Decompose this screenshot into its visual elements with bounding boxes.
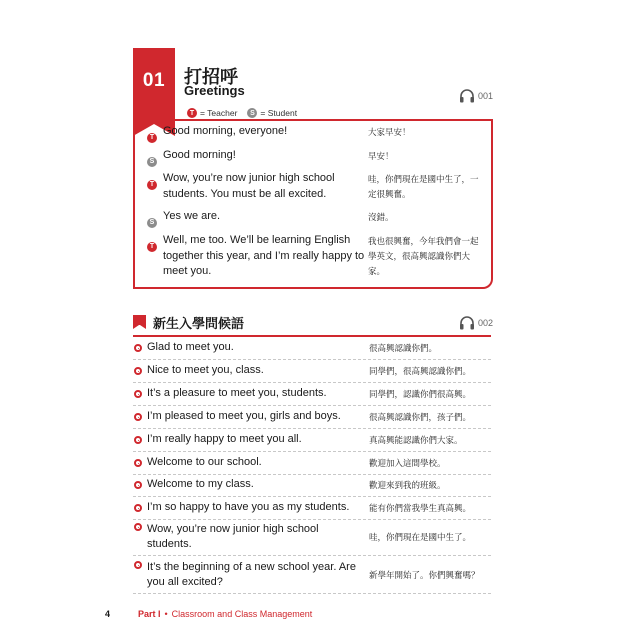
phrase-en: Welcome to our school.	[147, 456, 262, 469]
speaker-mark: T	[147, 242, 157, 252]
dialogue-line	[147, 124, 485, 144]
headphones-icon	[459, 89, 475, 103]
phrase-zh: 歡迎來到我的班級。	[369, 480, 446, 490]
phrase-zh: 新學年開始了。你們興奮嗎？	[369, 570, 480, 580]
dialogue-line	[147, 233, 485, 280]
footer-part: Part I	[138, 609, 161, 619]
page-number: 4	[105, 609, 111, 619]
teacher-mark: T	[187, 108, 197, 118]
lesson-title-en: Greetings	[184, 83, 245, 98]
dialogue-zh: 大家早安！	[368, 127, 411, 137]
phrase-en: Wow, you’re now junior high school students.	[147, 522, 319, 550]
phrase-zh: 歡迎加入這間學校。	[369, 458, 446, 468]
section-title: 新生入學問候語	[153, 316, 245, 331]
dialogue-en: Good morning, everyone!	[163, 125, 288, 137]
lesson-number: 01	[142, 70, 166, 91]
phrase-row	[133, 383, 491, 406]
phrase-en: I’m so happy to have you as my students.	[147, 501, 350, 514]
dialogue-en: Wow, you’re now junior high school students. You must be all excited.	[163, 172, 335, 200]
headphones-icon	[459, 316, 475, 330]
phrase-zh: 很高興認識你們，孩子們。	[369, 412, 472, 422]
phrase-en: Welcome to my class.	[147, 478, 254, 491]
dialogue-zh: 沒錯。	[368, 212, 394, 222]
page-footer	[105, 609, 312, 619]
dialogue-zh: 我也很興奮，今年我們會一起學英文，很高興認識你們大家。	[368, 236, 479, 276]
phrase-en: Glad to meet you.	[147, 341, 234, 354]
speaker-legend	[187, 108, 297, 118]
bullet-icon	[134, 436, 142, 444]
footer-title: Classroom and Class Management	[171, 609, 313, 619]
dialogue-en: Good morning!	[163, 149, 236, 161]
bullet-icon	[134, 344, 142, 352]
box-left-border	[133, 123, 135, 287]
phrase-row	[133, 519, 491, 556]
phrase-row	[133, 406, 491, 429]
phrase-row	[133, 497, 491, 520]
box-top-border	[175, 119, 491, 121]
phrase-en: I’m pleased to meet you, girls and boys.	[147, 410, 341, 423]
phrase-en: Nice to meet you, class.	[147, 364, 264, 377]
phrase-row	[133, 429, 491, 452]
bullet-icon	[134, 413, 142, 421]
phrase-zh: 哇，你們現在是國中生了。	[369, 532, 472, 542]
lesson-badge	[133, 48, 175, 124]
bullet-icon	[134, 367, 142, 375]
student-legend-label: = Student	[260, 108, 298, 118]
dialogue-zh: 哇，你們現在是國中生了，一定很興奮。	[368, 174, 479, 199]
dialogue-zh: 早安！	[368, 151, 394, 161]
phrase-en: I’m really happy to meet you all.	[147, 433, 302, 446]
phrase-en: It’s a pleasure to meet you, students.	[147, 387, 327, 400]
phrase-row	[133, 337, 491, 360]
bullet-icon	[134, 561, 142, 569]
phrase-row	[133, 360, 491, 383]
bullet-icon	[134, 504, 142, 512]
phrase-zh: 真高興能認識你們大家。	[369, 435, 463, 445]
phrase-zh: 同學們，認識你們很高興。	[369, 389, 472, 399]
phrase-row	[133, 474, 491, 497]
footer-separator: •	[164, 609, 168, 619]
bullet-icon	[134, 523, 142, 531]
lesson-title-zh: 打招呼	[184, 67, 238, 87]
audio-track-number: 002	[478, 318, 494, 328]
bullet-icon	[134, 459, 142, 467]
speaker-mark: T	[147, 180, 157, 190]
phrase-row	[133, 557, 491, 594]
dialogue-line	[147, 171, 485, 202]
dialogue-en: Yes we are.	[163, 210, 221, 222]
bullet-icon	[134, 390, 142, 398]
audio-track-1[interactable]	[459, 89, 493, 103]
phrase-zh: 同學們，很高興認識你們。	[369, 366, 472, 376]
dialogue-line	[147, 209, 485, 229]
teacher-legend-label: = Teacher	[200, 108, 238, 118]
speaker-mark: S	[147, 218, 157, 228]
phrase-zh: 很高興認識你們。	[369, 343, 438, 353]
audio-track-2[interactable]	[459, 316, 493, 330]
speaker-mark: S	[147, 157, 157, 167]
phrase-zh: 能有你們當我學生真高興。	[369, 503, 472, 513]
speaker-mark: T	[147, 133, 157, 143]
audio-track-number: 001	[478, 91, 494, 101]
phrase-row	[133, 452, 491, 475]
student-mark: S	[247, 108, 257, 118]
dialogue-line	[147, 148, 485, 168]
dialogue-en: Well, me too. We’ll be learning English together this year, and I’m really happy to meet you.	[163, 234, 365, 277]
bullet-icon	[134, 481, 142, 489]
bookmark-icon	[133, 315, 146, 329]
phrase-en: It’s the beginning of a new school year. Are you all excited?	[147, 560, 356, 588]
